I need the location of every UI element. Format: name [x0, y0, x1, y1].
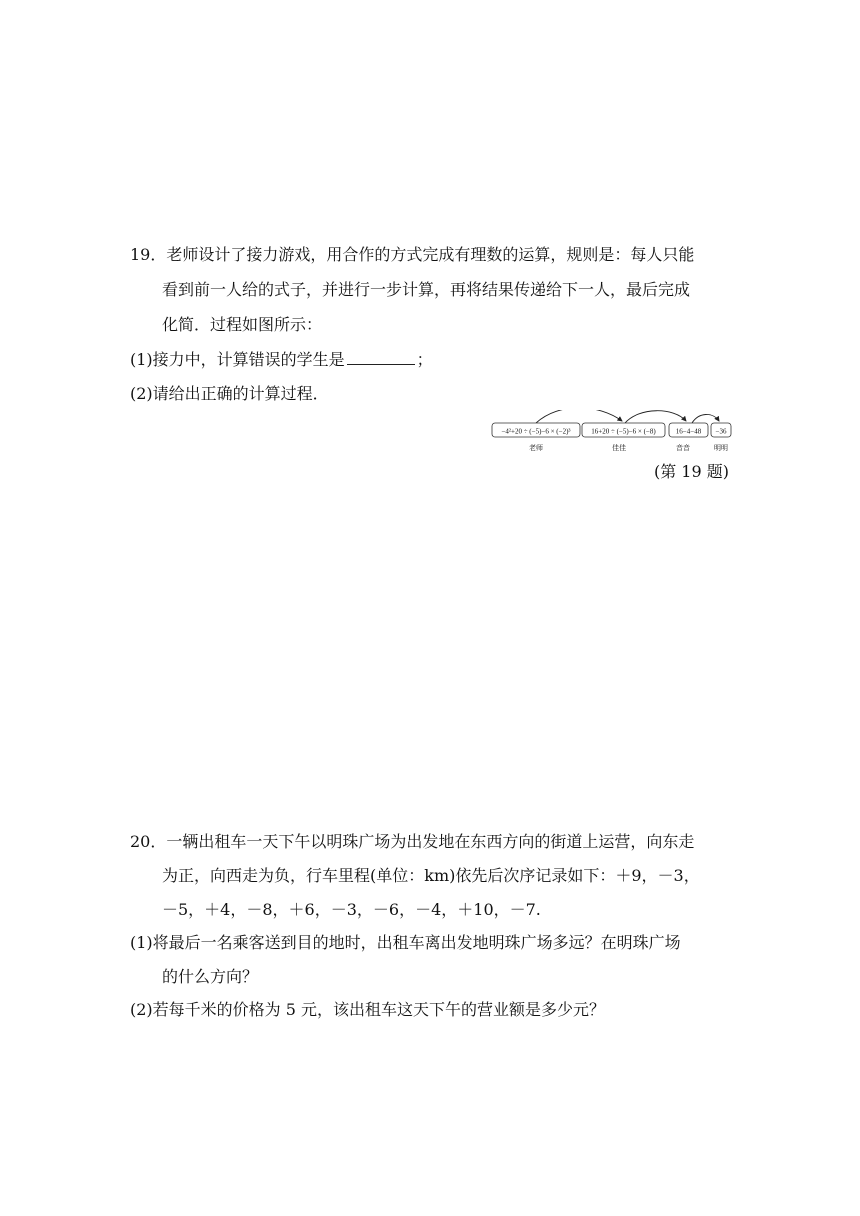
answer-blank — [347, 350, 415, 365]
q19-stem-line-2: 看到前一人给的式子，并进行一步计算，再将结果传递给下一人，最后完成 — [162, 280, 691, 299]
relay-arrow-3 — [692, 414, 719, 423]
q19-stem-line-1: 19．老师设计了接力游戏，用合作的方式完成有理数的运算，规则是：每人只能 — [130, 245, 695, 264]
q19-subquestion-1 — [130, 349, 433, 371]
name-yinyin: 音音 — [676, 444, 690, 452]
q19-sub1-text: (1)接力中，计算错误的学生是 — [130, 350, 345, 369]
relay-figure — [489, 410, 739, 460]
q20-stem-line-2: 为正，向西走为负，行车里程(单位：km)依先后次序记录如下：＋9，－3， — [162, 866, 700, 885]
q20-subquestion-2: (2)若每千米的价格为 5 元，该出租车这天下午的营业额是多少元？ — [130, 1000, 606, 1019]
q19-subquestion-2: (2)请给出正确的计算过程． — [130, 384, 329, 403]
relay-arrow-1 — [536, 410, 622, 423]
q20-stem-line-3: －5，＋4，－8，＋6，－3，－6，－4，＋10，－7. — [162, 900, 541, 919]
q20-stem-line-1: 20．一辆出租车一天下午以明珠广场为出发地在东西方向的街道上运营，向东走 — [130, 832, 695, 851]
name-teacher: 老师 — [529, 444, 543, 452]
expression-mingming: −36 — [715, 427, 727, 436]
expression-yinyin: 16−4−48 — [675, 427, 702, 436]
name-mingming: 明明 — [714, 444, 728, 452]
expression-teacher: −4²+20 ÷ (−5)−6 × (−2)³ — [501, 427, 571, 436]
q19-stem-line-3: 化简．过程如图所示： — [162, 315, 323, 334]
relay-arrow-2 — [625, 411, 686, 423]
q20-subquestion-1-line-1: (1)将最后一名乘客送到目的地时，出租车离出发地明珠广场多远？在明珠广场 — [130, 933, 681, 952]
q19-sub1-end: ； — [416, 350, 433, 369]
q20-subquestion-1-line-2: 的什么方向？ — [162, 967, 259, 986]
name-jiajia: 佳佳 — [612, 444, 626, 452]
figure-caption: (第 19 题) — [653, 462, 729, 481]
expression-jiajia: 16+20 ÷ (−5)−6 × (−8) — [591, 427, 656, 436]
